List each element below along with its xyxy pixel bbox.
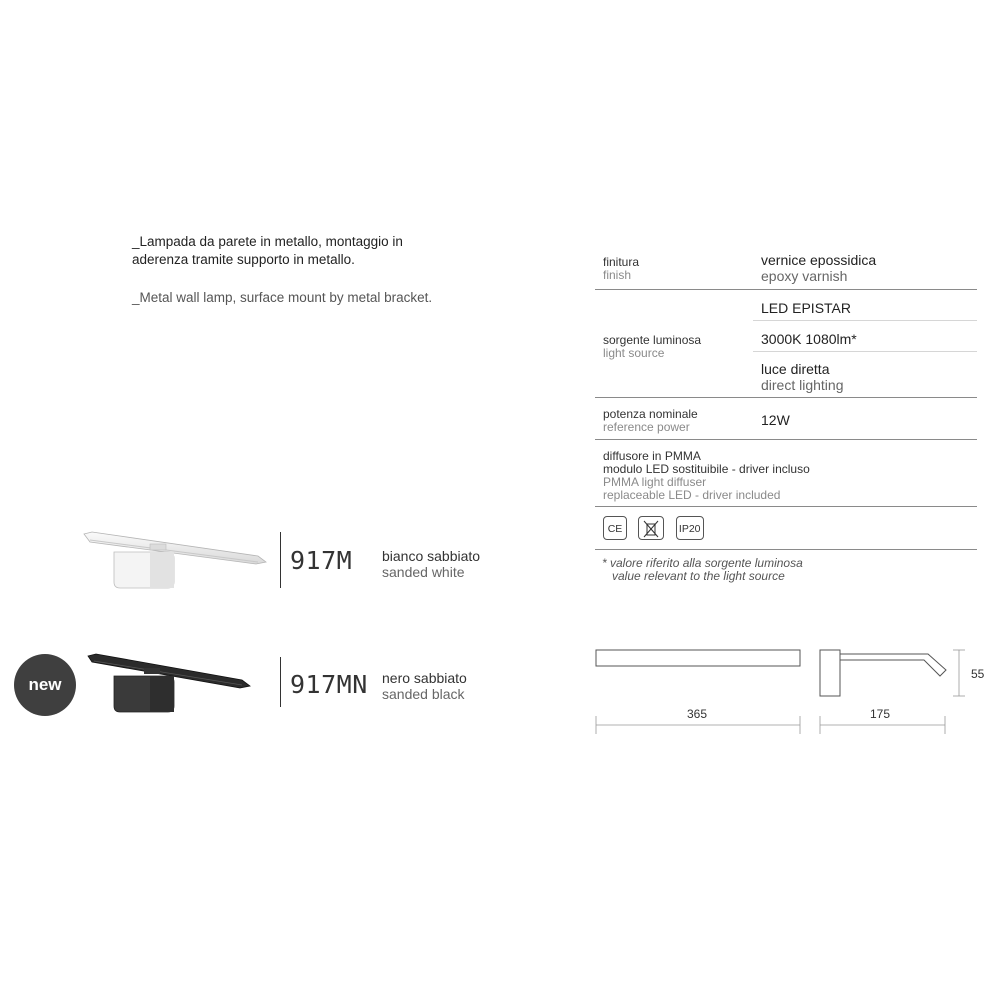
finish-italian: nero sabbiato (382, 670, 467, 686)
dimension-drawing (590, 640, 990, 740)
height-dimension: 55 (971, 667, 985, 681)
product-code-917m: 917M (290, 546, 353, 575)
diffuser-line-3: PMMA light diffuser (603, 475, 707, 489)
weee-bin-icon (638, 516, 664, 540)
led-type: LED EPISTAR (761, 300, 851, 316)
description-english: _Metal wall lamp, surface mount by metal bracket. (132, 290, 433, 305)
finish-value-it: vernice epossidica (761, 252, 877, 268)
footnote-en: value relevant to the light source (612, 569, 785, 583)
certification-icons (603, 516, 711, 540)
depth-dimension: 175 (870, 707, 891, 721)
finish-english: sanded white (382, 564, 465, 580)
ip-rating-icon: IP20 (676, 516, 704, 540)
power-value: 12W (761, 412, 790, 428)
description-italian: _Lampada da parete in metallo, montaggio in aderenza tramite supporto in metallo. (132, 234, 403, 267)
spec-row-certifications (595, 507, 977, 550)
spec-row-light-source (595, 290, 977, 398)
white-lamp-image (80, 528, 270, 598)
light-source-label-en: light source (603, 346, 665, 360)
diffuser-line-2: modulo LED sostituibile - driver incluso (603, 462, 810, 476)
length-dimension: 365 (687, 707, 708, 721)
diffuser-line-1: diffusore in PMMA (603, 449, 701, 463)
direct-lighting-it: luce diretta (761, 361, 830, 377)
direct-lighting-en: direct lighting (761, 377, 844, 393)
new-badge: new (14, 654, 76, 716)
finish-label-en: finish (603, 268, 632, 282)
footnote-it: * valore riferito alla sorgente luminosa (602, 556, 803, 570)
spec-table (595, 248, 977, 550)
finish-english: sanded black (382, 686, 465, 702)
spec-row-diffuser (595, 440, 977, 507)
black-lamp-image (84, 650, 256, 720)
footnote (602, 557, 803, 583)
light-output: 3000K 1080lm* (761, 331, 857, 347)
light-source-label-it: sorgente luminosa (603, 333, 702, 347)
spec-row-power (595, 398, 977, 440)
product-code-917mn: 917MN (290, 670, 368, 699)
product-finish-917mn (382, 670, 467, 702)
front-view-outline (596, 650, 800, 666)
sub-divider (753, 320, 977, 321)
power-label-en: reference power (603, 420, 690, 434)
sub-divider (753, 351, 977, 352)
spec-row-finish (595, 248, 977, 290)
finish-value-en: epoxy varnish (761, 268, 848, 284)
diffuser-line-4: replaceable LED - driver included (603, 488, 781, 502)
side-view-bracket (820, 650, 840, 696)
power-label-it: potenza nominale (603, 407, 698, 421)
product-finish-917m (382, 548, 480, 580)
finish-italian: bianco sabbiato (382, 548, 481, 564)
product-divider (280, 657, 281, 707)
side-view-arm (840, 654, 946, 676)
product-divider (280, 532, 281, 588)
ce-mark-icon: CE (603, 516, 627, 540)
finish-label-it: finitura (603, 255, 640, 269)
